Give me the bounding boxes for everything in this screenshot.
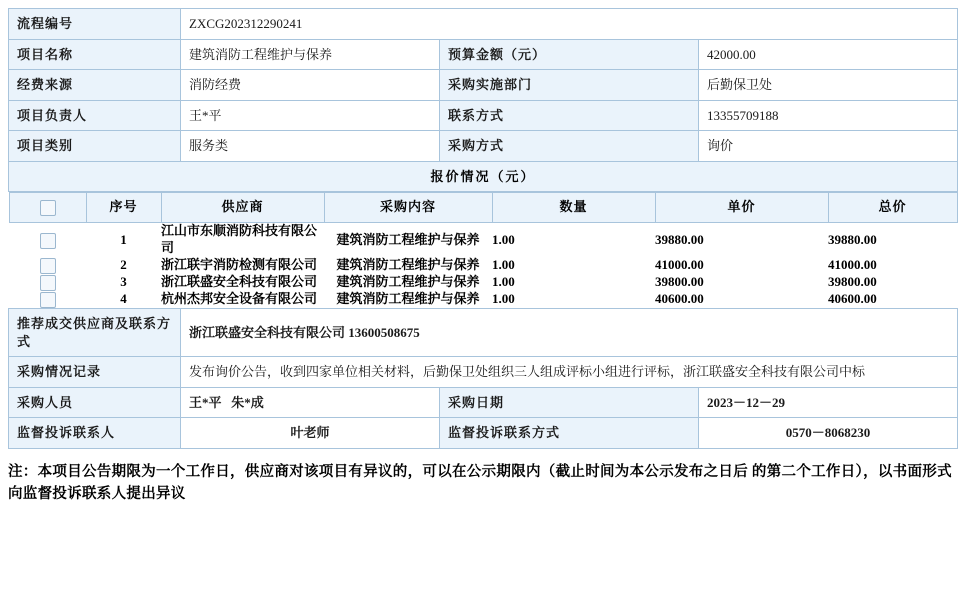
cell-supplier: 江山市东顺消防科技有限公司 xyxy=(161,223,324,257)
header-supplier: 供应商 xyxy=(161,193,324,223)
field-label-purchase-record: 采购情况记录 xyxy=(9,357,181,388)
field-value-owner: 王*平 xyxy=(181,100,440,131)
table-row xyxy=(9,309,958,357)
field-label-buyer: 采购人员 xyxy=(9,387,181,418)
field-value-purchase-record: 发布询价公告，收到四家单位相关材料，后勤保卫处组织三人组成评标小组进行评标，浙江联盛安全科技有限公司中标 xyxy=(181,357,958,388)
field-label-category: 项目类别 xyxy=(9,131,181,162)
table-row xyxy=(9,39,958,70)
field-label-owner: 项目负责人 xyxy=(9,100,181,131)
quote-table-container xyxy=(9,192,958,309)
table-row xyxy=(9,192,958,309)
cell-supplier: 浙江联盛安全科技有限公司 xyxy=(161,274,324,291)
field-label-contact: 联系方式 xyxy=(440,100,699,131)
section-title-quotes: 报价情况（元） xyxy=(9,161,958,192)
cell-content: 建筑消防工程维护与保养 xyxy=(324,223,492,257)
cell-total-price: 40600.00 xyxy=(828,291,957,308)
field-value-buyer: 王*平 朱*成 xyxy=(181,387,440,418)
quote-table xyxy=(9,192,958,308)
cell-unit-price: 40600.00 xyxy=(655,291,828,308)
table-row xyxy=(9,70,958,101)
cell-qty: 1.00 xyxy=(492,257,655,274)
cell-unit-price: 39880.00 xyxy=(655,223,828,257)
cell-content: 建筑消防工程维护与保养 xyxy=(324,257,492,274)
cell-unit-price: 41000.00 xyxy=(655,257,828,274)
field-value-project-name: 建筑消防工程维护与保养 xyxy=(181,39,440,70)
field-label-supervisor: 监督投诉联系人 xyxy=(9,418,181,449)
cell-content: 建筑消防工程维护与保养 xyxy=(324,291,492,308)
cell-seq: 2 xyxy=(86,257,161,274)
cell-seq: 1 xyxy=(86,223,161,257)
cell-qty: 1.00 xyxy=(492,274,655,291)
table-row xyxy=(9,9,958,40)
field-label-project-name: 项目名称 xyxy=(9,39,181,70)
cell-total-price: 39880.00 xyxy=(828,223,957,257)
header-total-price: 总价 xyxy=(828,193,957,223)
cell-unit-price: 39800.00 xyxy=(655,274,828,291)
header-unit-price: 单价 xyxy=(655,193,828,223)
field-label-method: 采购方式 xyxy=(440,131,699,162)
cell-total-price: 41000.00 xyxy=(828,257,957,274)
field-label-process-no: 流程编号 xyxy=(9,9,181,40)
quote-table-header-row xyxy=(9,193,957,223)
table-row xyxy=(9,223,957,257)
table-row xyxy=(9,387,958,418)
table-row xyxy=(9,100,958,131)
field-value-category: 服务类 xyxy=(181,131,440,162)
table-row xyxy=(9,257,957,274)
header-seq: 序号 xyxy=(86,193,161,223)
cell-content: 建筑消防工程维护与保养 xyxy=(324,274,492,291)
header-content: 采购内容 xyxy=(324,193,492,223)
cell-qty: 1.00 xyxy=(492,291,655,308)
row-select-cell xyxy=(9,291,86,308)
field-label-funding-source: 经费来源 xyxy=(9,70,181,101)
cell-seq: 4 xyxy=(86,291,161,308)
table-row xyxy=(9,418,958,449)
checkbox-row-1[interactable] xyxy=(40,233,56,249)
table-row xyxy=(9,274,957,291)
row-select-cell xyxy=(9,257,86,274)
field-label-purchase-date: 采购日期 xyxy=(440,387,699,418)
field-value-supervisor-phone: 0570－8068230 xyxy=(699,418,958,449)
field-label-budget: 预算金额（元） xyxy=(440,39,699,70)
field-value-department: 后勤保卫处 xyxy=(699,70,958,101)
field-label-supervisor-phone: 监督投诉联系方式 xyxy=(440,418,699,449)
purchase-form-table xyxy=(8,8,958,449)
cell-qty: 1.00 xyxy=(492,223,655,257)
row-select-cell xyxy=(9,274,86,291)
cell-supplier: 杭州杰邦安全设备有限公司 xyxy=(161,291,324,308)
checkbox-row-2[interactable] xyxy=(40,258,56,274)
field-value-method: 询价 xyxy=(699,131,958,162)
table-row xyxy=(9,291,957,308)
announcement-note: 注：本项目公告期限为一个工作日，供应商对该项目有异议的，可以在公示期限内（截止时间为本公示发布之日后 的第二个工作日），以书面形式向监督投诉联系人提出异议 xyxy=(8,463,952,503)
row-select-cell xyxy=(9,223,86,257)
table-row xyxy=(9,131,958,162)
field-value-budget: 42000.00 xyxy=(699,39,958,70)
checkbox-select-all[interactable] xyxy=(40,200,56,216)
checkbox-row-3[interactable] xyxy=(40,275,56,291)
field-value-recommended-supplier: 浙江联盛安全科技有限公司 13600508675 xyxy=(181,309,958,357)
cell-total-price: 39800.00 xyxy=(828,274,957,291)
field-value-process-no: ZXCG202312290241 xyxy=(181,9,958,40)
field-label-department: 采购实施部门 xyxy=(440,70,699,101)
field-value-supervisor: 叶老师 xyxy=(181,418,440,449)
cell-seq: 3 xyxy=(86,274,161,291)
header-qty: 数量 xyxy=(492,193,655,223)
table-row xyxy=(9,161,958,192)
table-row xyxy=(9,357,958,388)
checkbox-row-4[interactable] xyxy=(40,292,56,308)
select-all-header xyxy=(9,193,86,223)
field-value-purchase-date: 2023－12－29 xyxy=(699,387,958,418)
field-label-recommended-supplier: 推荐成交供应商及联系方式 xyxy=(9,309,181,357)
field-value-contact: 13355709188 xyxy=(699,100,958,131)
field-value-funding-source: 消防经费 xyxy=(181,70,440,101)
cell-supplier: 浙江联宇消防检测有限公司 xyxy=(161,257,324,274)
